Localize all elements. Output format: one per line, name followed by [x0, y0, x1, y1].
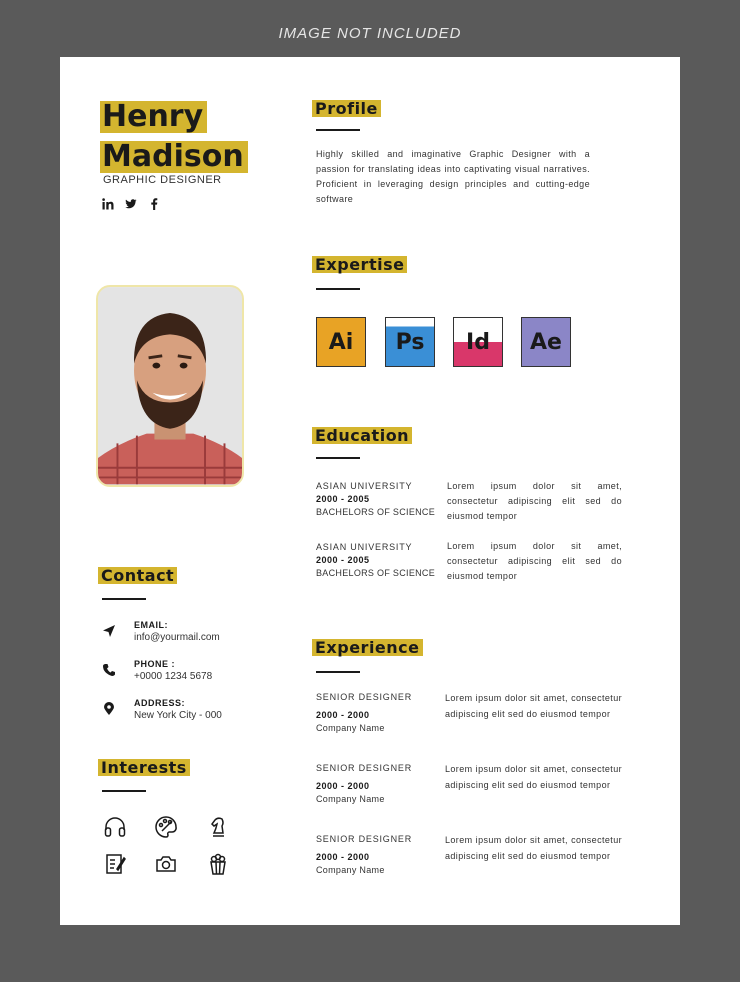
headphones-icon	[103, 815, 127, 839]
phone-icon	[102, 663, 116, 677]
facebook-icon[interactable]	[148, 197, 160, 209]
popcorn-icon	[206, 852, 230, 876]
contact-email: EMAIL: info@yourmail.com	[102, 620, 220, 643]
experience-desc: Lorem ipsum dolor sit amet, consectetur adipiscing elit sed do eiusmod tempor	[445, 835, 622, 861]
education-entry: ASIAN UNIVERSITY 2000 - 2005 BACHELORS OF SCIENCE	[316, 481, 436, 517]
experience-entry: SENIOR DESIGNER 2000 - 2000 Company Name	[316, 692, 413, 733]
skill-indesign: Id	[453, 317, 503, 367]
profile-photo	[96, 285, 244, 487]
experience-entry: SENIOR DESIGNER 2000 - 2000 Company Name	[316, 834, 413, 875]
full-name	[100, 99, 248, 179]
experience-heading: Experience	[312, 638, 423, 657]
twitter-icon[interactable]	[125, 197, 137, 209]
chess-knight-icon	[206, 815, 230, 839]
writing-icon	[103, 852, 127, 876]
experience-desc: Lorem ipsum dolor sit amet, consectetur adipiscing elit sed do eiusmod tempor	[445, 693, 622, 719]
expertise-rule	[316, 288, 360, 290]
social-links	[102, 197, 160, 209]
experience-rule	[316, 671, 360, 673]
skill-after-effects: Ae	[521, 317, 571, 367]
interests-rule	[102, 790, 146, 792]
expertise-heading: Expertise	[312, 255, 407, 274]
address-value: New York City - 000	[134, 710, 222, 721]
skill-illustrator: Ai	[316, 317, 366, 367]
contact-heading: Contact	[98, 566, 177, 585]
email-value[interactable]: info@yourmail.com	[134, 632, 220, 643]
first-name: Henry	[100, 101, 207, 133]
education-heading: Education	[312, 426, 412, 445]
last-name: Madison	[100, 141, 248, 173]
experience-entry: SENIOR DESIGNER 2000 - 2000 Company Name	[316, 763, 413, 804]
phone-value[interactable]: +0000 1234 5678	[134, 671, 213, 682]
location-pin-icon	[102, 702, 116, 716]
send-icon	[102, 624, 116, 638]
contact-phone: PHONE : +0000 1234 5678	[102, 659, 212, 682]
profile-rule	[316, 129, 360, 131]
contact-address: ADDRESS: New York City - 000	[102, 698, 222, 721]
interests-heading: Interests	[98, 758, 190, 777]
resume-page	[60, 57, 680, 925]
banner-text: IMAGE NOT INCLUDED	[278, 25, 462, 42]
experience-desc: Lorem ipsum dolor sit amet, consectetur adipiscing elit sed do eiusmod tempor	[445, 764, 622, 790]
education-desc: Lorem ipsum dolor sit amet, consectetur adipiscing elit sed do eiusmod tempor	[447, 541, 622, 581]
education-entry: ASIAN UNIVERSITY 2000 - 2005 BACHELORS OF SCIENCE	[316, 542, 436, 578]
education-rule	[316, 457, 360, 459]
skill-photoshop: Ps	[385, 317, 435, 367]
linkedin-icon[interactable]	[102, 197, 114, 209]
education-desc: Lorem ipsum dolor sit amet, consectetur adipiscing elit sed do eiusmod tempor	[447, 481, 622, 521]
palette-icon	[154, 815, 178, 839]
camera-icon	[154, 852, 178, 876]
profile-text: Highly skilled and imaginative Graphic Designer with a passion for translating ideas into captivating visual narratives. Proficient in leveraging design principles and cutting-edge software	[316, 149, 590, 204]
job-title: GRAPHIC DESIGNER	[103, 174, 222, 186]
profile-heading: Profile	[312, 99, 381, 118]
contact-rule	[102, 598, 146, 600]
